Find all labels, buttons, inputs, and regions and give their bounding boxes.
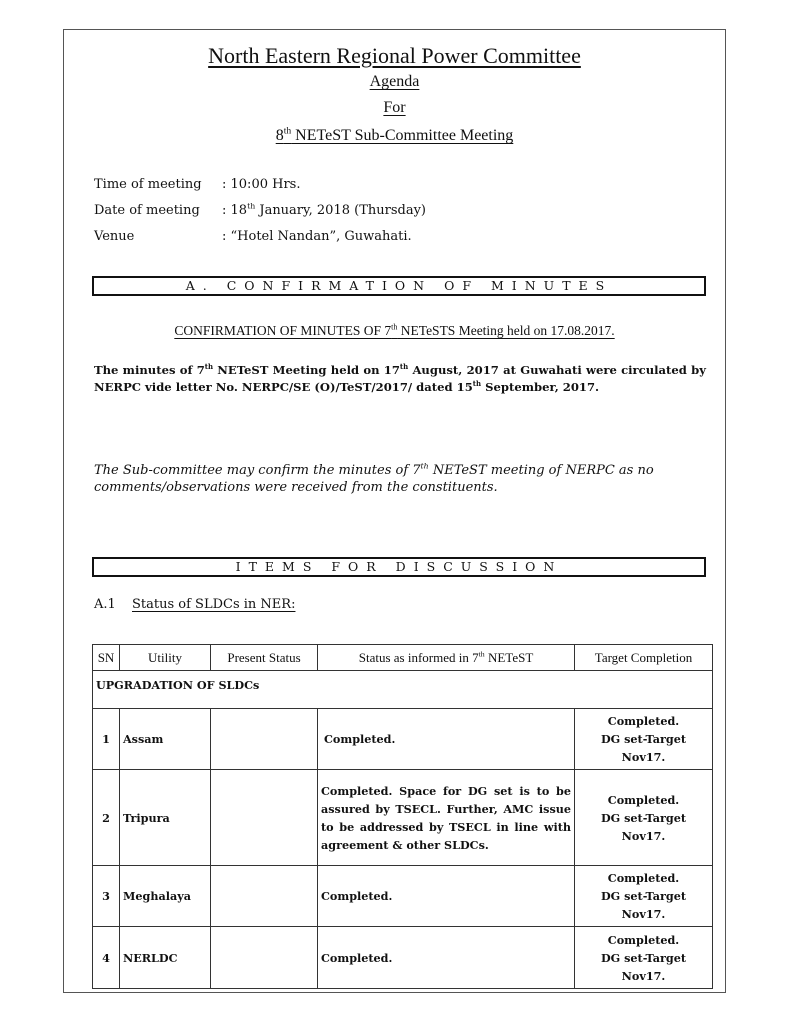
meeting-time-label: Time of meeting: [94, 177, 202, 192]
table-header-row: [93, 645, 713, 671]
cell-utility: Meghalaya: [120, 866, 211, 927]
meeting-date-value: 18th January, 2018 (Thursday): [230, 201, 426, 218]
section-number: A.1: [94, 597, 116, 612]
items-for-discussion-banner: ITEMS FOR DISCUSSION: [92, 557, 706, 577]
minutes-circulation-paragraph: The minutes of 7th NETeST Meeting held on 17th August, 2017 at Guwahati were circulated by NERPC vide letter No. NERPC/SE (O)/TeST/2017/ dated 15th September, 2017.: [94, 362, 706, 394]
table-row: [93, 927, 713, 989]
group-label: UPGRADATION OF SLDCs: [93, 671, 713, 709]
meeting-date-label: Date of meeting: [94, 203, 200, 218]
cell-sn: 1: [93, 709, 120, 770]
cell-present-status: [211, 866, 318, 927]
cell-utility: Assam: [120, 709, 211, 770]
section-title: Status of SLDCs in NER:: [132, 597, 296, 612]
meeting-venue-row: Venue : “Hotel Nandan”, Guwahati.: [94, 229, 412, 244]
cell-status: Completed.: [318, 709, 575, 770]
meeting-date-row: Date of meeting : 18th January, 2018 (Thursday): [94, 201, 426, 218]
meeting-time-row: Time of meeting : 10:00 Hrs.: [94, 177, 301, 192]
cell-sn: 4: [93, 927, 120, 989]
table-row: [93, 709, 713, 770]
org-title: North Eastern Regional Power Committee: [208, 43, 581, 68]
cell-sn: 2: [93, 770, 120, 866]
cell-utility: NERLDC: [120, 927, 211, 989]
cell-present-status: [211, 770, 318, 866]
group-row: [93, 671, 713, 709]
table-row: [93, 866, 713, 927]
section-a-banner: A. CONFIRMATION OF MINUTES: [92, 276, 706, 296]
cell-status: Completed.: [318, 927, 575, 989]
meeting-venue-label: Venue: [94, 229, 135, 244]
confirmation-request-paragraph: The Sub-committee may confirm the minutes of 7th NETeST meeting of NERPC as no comments/observations were received from the constituents.: [94, 461, 654, 495]
agenda-label: Agenda: [369, 73, 420, 90]
cell-status: Completed. Space for DG set is to be assured by TSECL. Further, AMC issue to be addressed by TSECL in line with agreement & other SLDCs.: [318, 770, 575, 866]
cell-status: Completed.: [318, 866, 575, 927]
header-sn: SN: [93, 645, 120, 671]
header-utility: Utility: [120, 645, 211, 671]
header-present-status: Present Status: [211, 645, 318, 671]
header-target-completion: Target Completion: [575, 645, 713, 671]
section-a1-heading: [94, 597, 295, 612]
sldc-status-table: [92, 644, 713, 989]
cell-present-status: [211, 927, 318, 989]
for-label: For: [383, 99, 406, 116]
confirmation-heading: CONFIRMATION OF MINUTES OF 7th NETeSTS Meeting held on 17.08.2017.: [174, 322, 615, 338]
cell-sn: 3: [93, 866, 120, 927]
table-row: [93, 770, 713, 866]
meeting-venue-value: “Hotel Nandan”, Guwahati.: [230, 229, 412, 244]
cell-target: Completed. DG set-Target Nov17.: [575, 927, 713, 989]
cell-present-status: [211, 709, 318, 770]
meeting-time-value: 10:00 Hrs.: [230, 177, 301, 192]
cell-utility: Tripura: [120, 770, 211, 866]
meeting-title: 8th NETeST Sub-Committee Meeting: [275, 125, 514, 144]
header-status-informed: Status as informed in 7th NETeST: [318, 645, 575, 671]
cell-target: Completed. DG set-Target Nov17.: [575, 866, 713, 927]
cell-target: Completed. DG set-Target Nov17.: [575, 709, 713, 770]
cell-target: Completed. DG set-Target Nov17.: [575, 770, 713, 866]
